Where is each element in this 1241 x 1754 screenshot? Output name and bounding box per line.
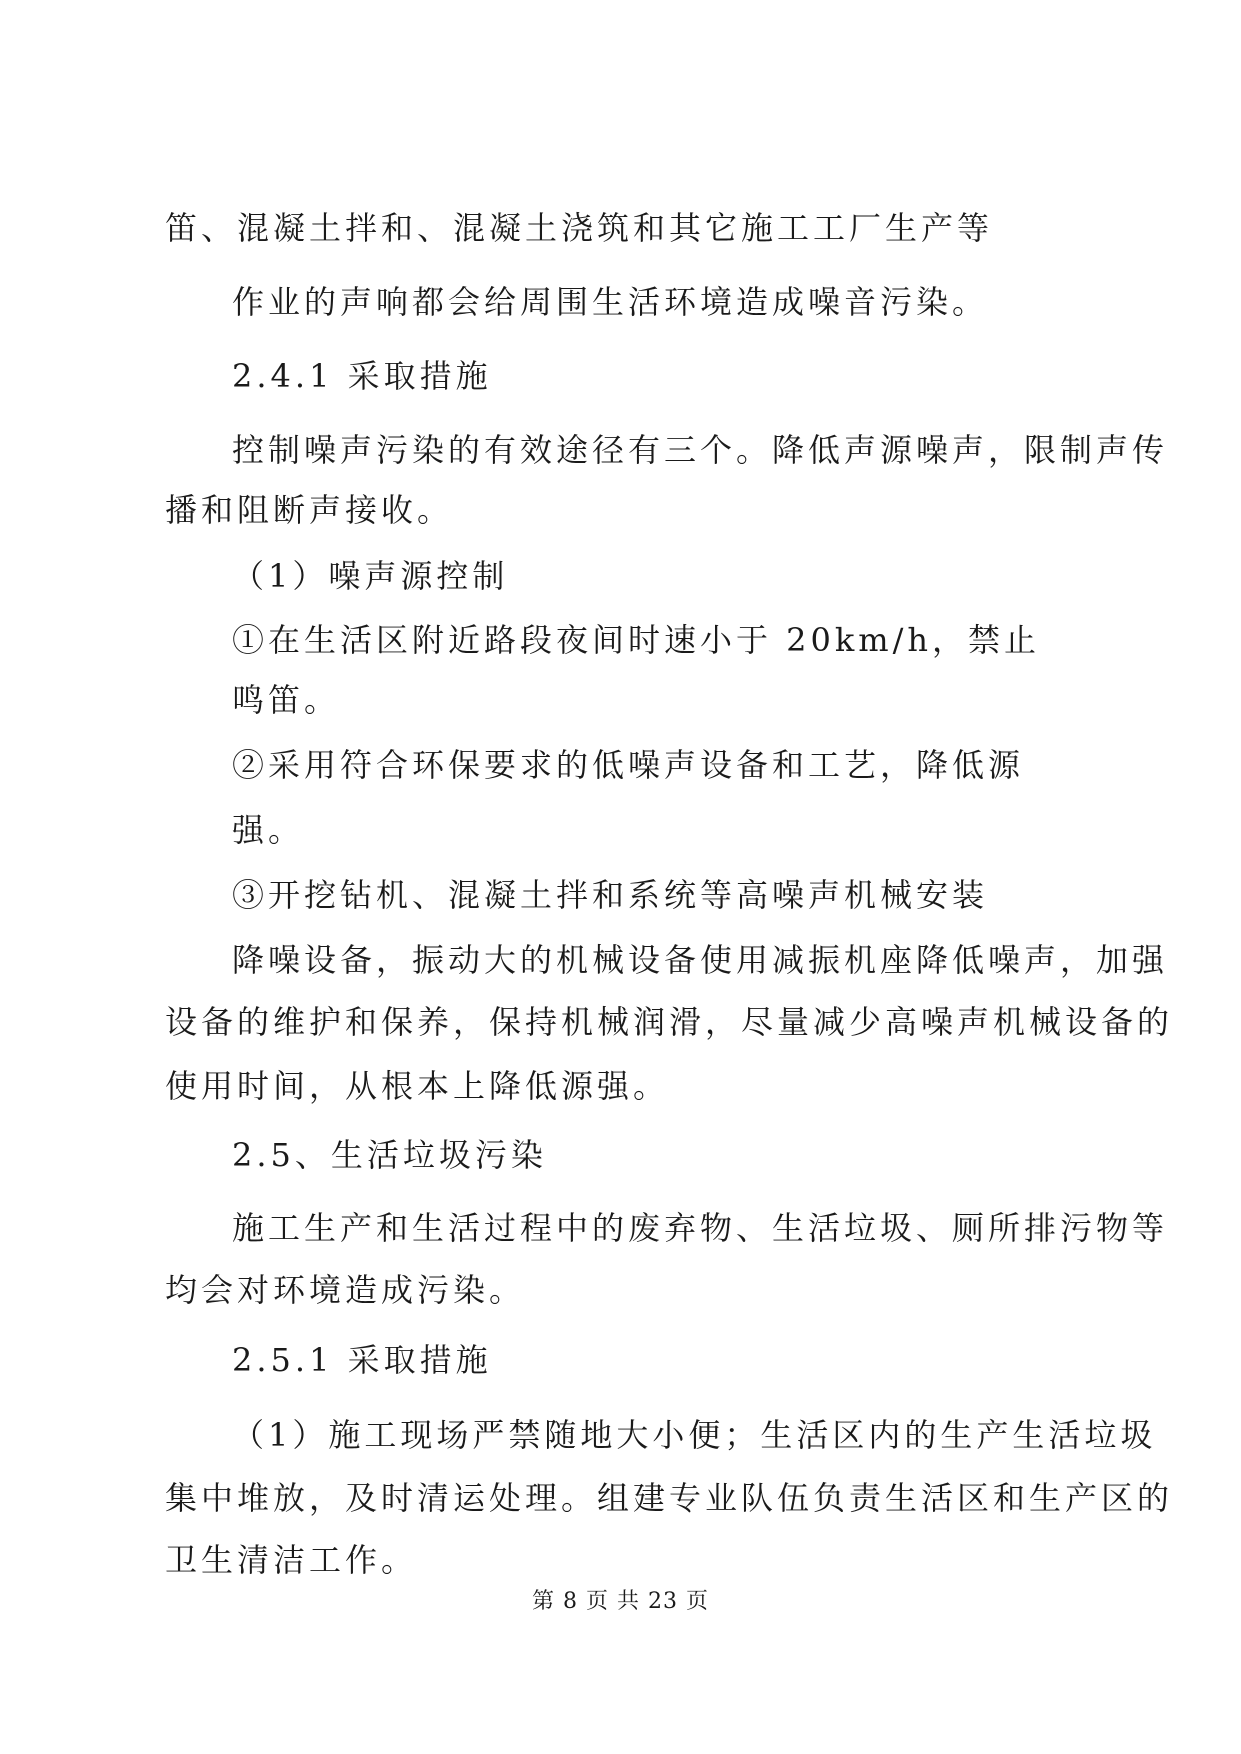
section-heading: 2.5.1 采取措施 — [232, 1341, 492, 1379]
text-line: 设备的维护和保养，保持机械润滑，尽量减少高噪声机械设备的 — [165, 1003, 1174, 1041]
text-line: 降噪设备，振动大的机械设备使用减振机座降低噪声，加强 — [232, 941, 1169, 979]
text-line: （1）施工现场严禁随地大小便；生活区内的生产生活垃圾 — [232, 1416, 1157, 1454]
text-line: 均会对环境造成污染。 — [165, 1271, 526, 1309]
text-line: 控制噪声污染的有效途径有三个。降低声源噪声，限制声传 — [232, 431, 1169, 469]
text-line: 使用时间，从根本上降低源强。 — [165, 1067, 670, 1105]
text-line: 施工生产和生活过程中的废弃物、生活垃圾、厕所排污物等 — [232, 1209, 1169, 1247]
text-line: 笛、混凝土拌和、混凝土浇筑和其它施工工厂生产等 — [165, 209, 994, 247]
section-heading: 2.4.1 采取措施 — [232, 357, 492, 395]
text-line: 强。 — [232, 811, 305, 849]
text-line: 鸣笛。 — [232, 681, 341, 719]
text-line: 作业的声响都会给周围生活环境造成噪音污染。 — [232, 283, 989, 321]
page-number-footer: 第 8 页 共 23 页 — [532, 1589, 709, 1614]
subsection-heading: （1）噪声源控制 — [232, 557, 509, 595]
text-line: 播和阻断声接收。 — [165, 491, 454, 529]
text-line: 卫生清洁工作。 — [165, 1541, 418, 1579]
section-heading: 2.5、生活垃圾污染 — [232, 1136, 547, 1174]
list-item: ③开挖钻机、混凝土拌和系统等高噪声机械安装 — [232, 876, 989, 914]
text-line: 集中堆放，及时清运处理。组建专业队伍负责生活区和生产区的 — [165, 1479, 1174, 1517]
list-item: ②采用符合环保要求的低噪声设备和工艺，降低源 — [232, 746, 1025, 784]
list-item: ①在生活区附近路段夜间时速小于 20km/h，禁止 — [232, 621, 1041, 659]
